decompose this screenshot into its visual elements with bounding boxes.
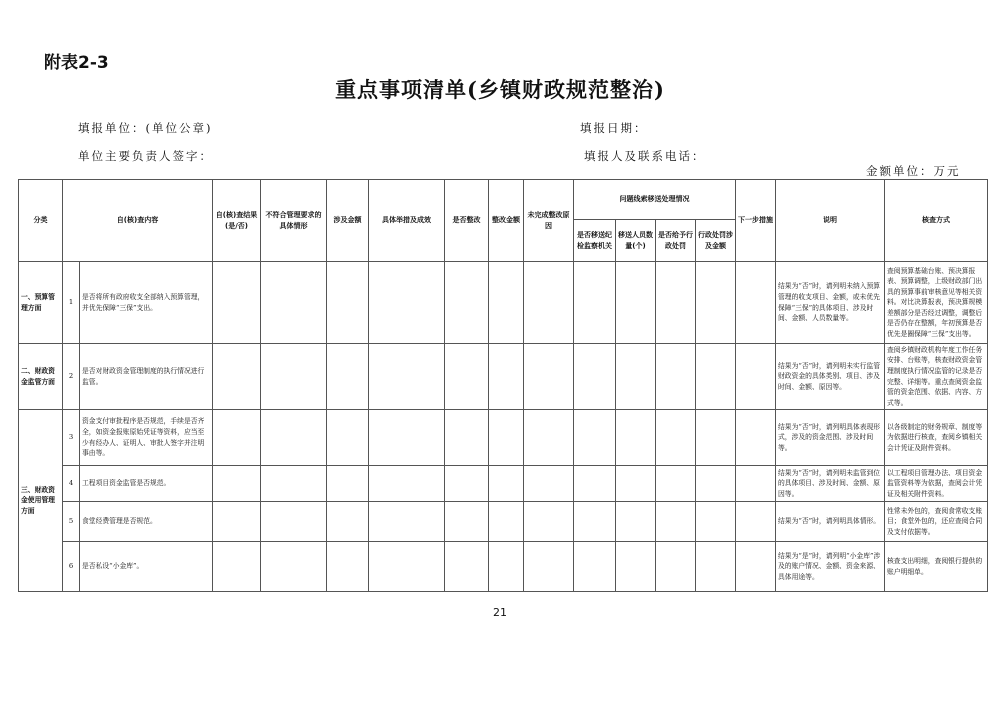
penalty-amount-cell[interactable]: [696, 542, 736, 592]
content-cell: 是否私设“小金库”。: [80, 542, 213, 592]
content-cell: 是否将所有政府收支全部纳入预算管理，并优先保障“三保”支出。: [80, 262, 213, 344]
result-cell[interactable]: [213, 466, 261, 502]
header-result: 自(核)查结果(是/否): [213, 180, 261, 262]
method-cell: 性常未外包的，查阅食常收支账目；食堂外包的，还应查阅合同及支付依据等。: [885, 502, 988, 542]
fill-unit-label: 填报单位：(单位公章): [78, 121, 213, 135]
transfer-count-cell[interactable]: [616, 466, 656, 502]
method-cell: 以各级制定的财务规章、制度等为依据进行核查，查阅乡镇相关会计凭证及附件资料。: [885, 410, 988, 466]
row-number: 1: [63, 262, 80, 344]
rectified-cell[interactable]: [445, 410, 489, 466]
transfer-count-cell[interactable]: [616, 502, 656, 542]
note-cell: 结果为“否”时，请列明具体表现形式，涉及的资金范围、涉及时间等。: [776, 410, 885, 466]
header-unfinished-reason: 未完成整改原因: [524, 180, 574, 262]
header-penalty-amount: 行政处罚涉及金额: [696, 220, 736, 262]
rectified-amount-cell[interactable]: [489, 466, 524, 502]
content-cell: 资金支付审批程序是否规范，手续是否齐全，如资金报账原始凭证等资料，应当至少有经办人、证明人、审批人签字并注明事由等。: [80, 410, 213, 466]
page-title: 重点事项清单(乡镇财政规范整治): [335, 77, 665, 102]
admin-penalty-cell[interactable]: [656, 466, 696, 502]
category-cell: 一、预算管理方面: [19, 262, 63, 344]
noncompliance-cell[interactable]: [261, 542, 327, 592]
header-category: 分类: [19, 180, 63, 262]
content-cell: 工程项目资金监管是否规范。: [80, 466, 213, 502]
noncompliance-cell[interactable]: [261, 410, 327, 466]
table-row: [19, 344, 988, 410]
row-number: 5: [63, 502, 80, 542]
header-amount: 涉及金额: [327, 180, 369, 262]
rectified-cell[interactable]: [445, 466, 489, 502]
measures-cell[interactable]: [369, 542, 445, 592]
amount-unit-label: 金额单位：万元: [866, 164, 961, 178]
noncompliance-cell[interactable]: [261, 344, 327, 410]
transfer-discipline-cell[interactable]: [574, 466, 616, 502]
transfer-discipline-cell[interactable]: [574, 262, 616, 344]
measures-cell[interactable]: [369, 502, 445, 542]
transfer-discipline-cell[interactable]: [574, 542, 616, 592]
unfinished-reason-cell[interactable]: [524, 262, 574, 344]
amount-cell[interactable]: [327, 502, 369, 542]
result-cell[interactable]: [213, 262, 261, 344]
amount-cell[interactable]: [327, 542, 369, 592]
admin-penalty-cell[interactable]: [656, 502, 696, 542]
unfinished-reason-cell[interactable]: [524, 466, 574, 502]
next-steps-cell[interactable]: [736, 502, 776, 542]
page-number: 21: [493, 606, 507, 619]
next-steps-cell[interactable]: [736, 410, 776, 466]
result-cell[interactable]: [213, 502, 261, 542]
measures-cell[interactable]: [369, 262, 445, 344]
table-row: [19, 542, 988, 592]
note-cell: 结果为“否”时，请列明未监管到位的具体项目、涉及时间、金额、原因等。: [776, 466, 885, 502]
penalty-amount-cell[interactable]: [696, 262, 736, 344]
row-number: 2: [63, 344, 80, 410]
noncompliance-cell[interactable]: [261, 502, 327, 542]
rectified-amount-cell[interactable]: [489, 502, 524, 542]
penalty-amount-cell[interactable]: [696, 502, 736, 542]
table-row: [19, 410, 988, 466]
amount-cell[interactable]: [327, 344, 369, 410]
penalty-amount-cell[interactable]: [696, 410, 736, 466]
rectified-amount-cell[interactable]: [489, 542, 524, 592]
amount-cell[interactable]: [327, 410, 369, 466]
amount-cell[interactable]: [327, 466, 369, 502]
table-row: [19, 502, 988, 542]
admin-penalty-cell[interactable]: [656, 410, 696, 466]
rectified-amount-cell[interactable]: [489, 410, 524, 466]
admin-penalty-cell[interactable]: [656, 262, 696, 344]
content-cell: 是否对财政资金管理制度的执行情况进行监管。: [80, 344, 213, 410]
fill-date-label: 填报日期：: [580, 121, 648, 135]
transfer-count-cell[interactable]: [616, 262, 656, 344]
next-steps-cell[interactable]: [736, 344, 776, 410]
note-cell: 结果为“是”时，请列明“小金库”涉及的账户情况、金额、资金来源、具体用途等。: [776, 542, 885, 592]
method-cell: 查阅乡镇财政机构年度工作任务安排、台账等，核查财政资金管理制度执行情况监管的记录是否完整、详细等。重点查阅资金监管的资金范围、依据、内容、方式等。: [885, 344, 988, 410]
noncompliance-cell[interactable]: [261, 262, 327, 344]
noncompliance-cell[interactable]: [261, 466, 327, 502]
transfer-discipline-cell[interactable]: [574, 410, 616, 466]
rectified-cell[interactable]: [445, 542, 489, 592]
header-noncompliance: 不符合管理要求的具体情形: [261, 180, 327, 262]
note-cell: 结果为“否”时，请列明未实行监管财政资金的具体类别、项目、涉及时间、金额、原因等。: [776, 344, 885, 410]
result-cell[interactable]: [213, 344, 261, 410]
result-cell[interactable]: [213, 410, 261, 466]
penalty-amount-cell[interactable]: [696, 466, 736, 502]
row-number: 4: [63, 466, 80, 502]
note-cell: 结果为“否”时，请列明未纳入预算管理的收支项目、金额，或未优先保障“三保”的具体项目、涉及时间、金额、人员数量等。: [776, 262, 885, 344]
next-steps-cell[interactable]: [736, 262, 776, 344]
rectified-amount-cell[interactable]: [489, 344, 524, 410]
penalty-amount-cell[interactable]: [696, 344, 736, 410]
next-steps-cell[interactable]: [736, 542, 776, 592]
table-row: [19, 262, 988, 344]
appendix-label: 附表2-3: [44, 53, 109, 73]
method-cell: 查阅预算基础台账、预决算报表、预算调整，上级财政部门出具的预算事前审核意见等相关资料。对比决算报表，预决算规模差额部分是否经过调整，调整后是否仍存在整额，年初预算是否优先是圈保障“三保”支出等。: [885, 262, 988, 344]
category-cell: 二、财政资金监管方面: [19, 344, 63, 410]
transfer-count-cell[interactable]: [616, 344, 656, 410]
rectified-amount-cell[interactable]: [489, 262, 524, 344]
row-number: 6: [63, 542, 80, 592]
header-transfer-discipline: 是否移送纪检监察机关: [574, 220, 616, 262]
header-rectified-amount: 整改金额: [489, 180, 524, 262]
transfer-count-cell[interactable]: [616, 410, 656, 466]
rectified-cell[interactable]: [445, 502, 489, 542]
method-cell: 以工程项目管理办法、项目资金监管资料等为依据，查阅会计凭证及相关附件资料。: [885, 466, 988, 502]
result-cell[interactable]: [213, 542, 261, 592]
unfinished-reason-cell[interactable]: [524, 502, 574, 542]
leader-signature-label: 单位主要负责人签字：: [78, 149, 213, 163]
rectified-cell[interactable]: [445, 344, 489, 410]
row-number: 3: [63, 410, 80, 466]
transfer-discipline-cell[interactable]: [574, 502, 616, 542]
measures-cell[interactable]: [369, 410, 445, 466]
rectified-cell[interactable]: [445, 262, 489, 344]
header-notes: 说明: [776, 180, 885, 262]
unfinished-reason-cell[interactable]: [524, 410, 574, 466]
header-verify-method: 核查方式: [885, 180, 988, 262]
header-clue-group: 问题线索移送处理情况: [574, 180, 736, 220]
measures-cell[interactable]: [369, 466, 445, 502]
unfinished-reason-cell[interactable]: [524, 344, 574, 410]
unfinished-reason-cell[interactable]: [524, 542, 574, 592]
table-row: [19, 466, 988, 502]
next-steps-cell[interactable]: [736, 466, 776, 502]
header-content: 自(核)查内容: [63, 180, 213, 262]
header-rectified: 是否整改: [445, 180, 489, 262]
method-cell: 核查支出明细，查阅银行提供的账户明细单。: [885, 542, 988, 592]
checklist-table: [18, 179, 988, 592]
category-cell: 三、财政资金使用管理方面: [19, 410, 63, 592]
contact-label: 填报人及联系电话：: [584, 149, 706, 163]
transfer-discipline-cell[interactable]: [574, 344, 616, 410]
header-measures: 具体举措及成效: [369, 180, 445, 262]
header-admin-penalty: 是否给予行政处罚: [656, 220, 696, 262]
header-next-steps: 下一步措施: [736, 180, 776, 262]
header-transfer-count: 移送人员数量(个): [616, 220, 656, 262]
amount-cell[interactable]: [327, 262, 369, 344]
transfer-count-cell[interactable]: [616, 542, 656, 592]
admin-penalty-cell[interactable]: [656, 542, 696, 592]
admin-penalty-cell[interactable]: [656, 344, 696, 410]
note-cell: 结果为“否”时，请列明具体情形。: [776, 502, 885, 542]
measures-cell[interactable]: [369, 344, 445, 410]
content-cell: 食堂经费管理是否规范。: [80, 502, 213, 542]
